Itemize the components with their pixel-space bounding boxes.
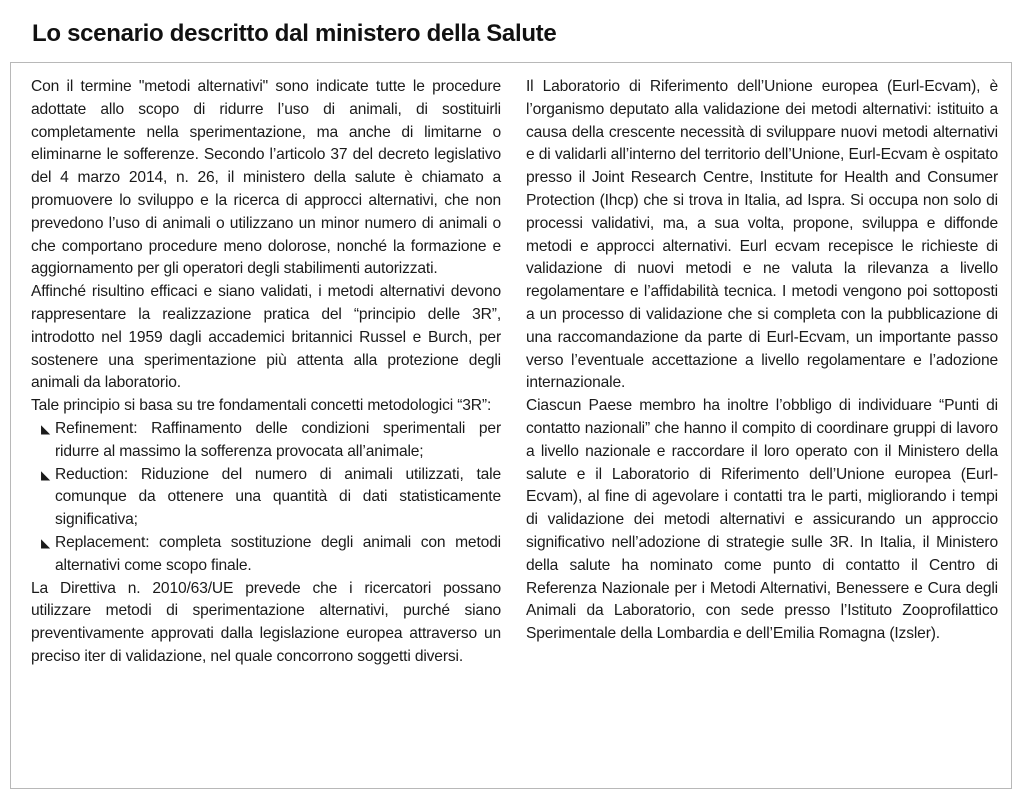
paragraph: Tale principio si basa su tre fondamentali concetti metodologici “3R”: [31, 397, 492, 415]
bullet-item-replacement [31, 532, 501, 578]
bullet-item-refinement [31, 418, 501, 464]
bullet-item-reduction [31, 464, 501, 532]
paragraph: Ciascun Paese membro ha inoltre l’obbligo di individuare “Punti di contatto nazionali” che hanno il compito di coordinare gruppi di lavoro a livello nazionale e raccordare il loro operato con il Ministero della salute e il Laboratorio di Riferimento dell’Unione europea (Eurl-Ecvam), al fine di agevolare i contatti tra le parti, migliorando i tempi di validazione dei metodi alternativi e assicurando un approccio significativo nell’adozione di strategie sulle 3R. In Italia, il Ministero della salute ha nominato come punto di contatto il Centro di Referenza Nazionale per i Metodi Alternativi, Benessere e Cura degli Animali da Laboratorio, con sede presso l’Istituto Zooprofilattico Sperimentale della Lombardia e dell’Emilia Romagna (Izsler). [526, 397, 998, 643]
paragraph: Il Laboratorio di Riferimento dell’Unione europea (Eurl-Ecvam), è l’organismo deputato alla validazione dei metodi alternativi: istituito a causa della crescente necessità di sviluppare nuovi metodi alternativi e di validarli all’interno del territorio dell’Unione, Eurl-Ecvam è ospitato presso il Joint Research Centre, Institute for Health and Consumer Protection (Ihcp) che si trova in Italia, ad Ispra. Si occupa non solo di processi validativi, ma, a sua volta, propone, sviluppa e diffonde metodi e approcci alternativi. Eurl ecvam recepisce le richieste di validazione di nuovi metodi e ne valuta la rilevanza a livello regolamentare e l’affidabilità tecnica. I metodi vengono poi sottoposti a un processo di validazione che si completa con la pubblicazione di una raccomandazione da parte di Eurl-Ecvam, un importante passo verso l’eventuale accettazione a livello regolamentare e l’adozione internazionale. [526, 78, 998, 392]
right-column [526, 76, 998, 646]
bullet-text: Refinement: Raffinamento delle condizioni sperimentali per ridurre al massimo la sofferenza provocata all’animale; [55, 419, 501, 460]
paragraph: La Direttiva n. 2010/63/UE prevede che i ricercatori possano utilizzare metodi di sperimentazione alternativi, purché siano preventivamente approvati dalla legislazione europea attraverso un preciso iter di validazione, nel quale concorrono soggetti diversi. [31, 579, 501, 665]
bullet-text: Replacement: completa sostituzione degli animali con metodi alternativi come scopo finale. [55, 533, 501, 574]
triangle-bullet-icon: ◣ [41, 467, 51, 482]
bullet-text: Reduction: Riduzione del numero di animali utilizzati, tale comunque da ottenere una quantità di dati statisticamente significativa; [55, 465, 501, 529]
article-title: Lo scenario descritto dal ministero della Salute [32, 20, 557, 47]
paragraph: Con il termine "metodi alternativi" sono indicate tutte le procedure adottate allo scopo di ridurre l’uso di animali, di sostituirli completamente nella sperimentazione, ma anche di limitarne o eliminarne le sofferenze. Secondo l’articolo 37 del decreto legislativo del 4 marzo 2014, n. 26, il ministero della salute è chiamato a promuovere lo sviluppo e la ricerca di approcci alternativi, che non prevedono l’uso di animali o utilizzano un minor numero di animali o che comportano procedure meno dolorose, nonché la formazione e aggiornamento per gli operatori degli stabilimenti autorizzati. [31, 78, 501, 278]
left-column [31, 76, 501, 669]
paragraph: Affinché risultino efficaci e siano validati, i metodi alternativi devono rappresentare la realizzazione pratica del “principio delle 3R”, introdotto nel 1959 dagli accademici britannici Russel e Burch, per sostenere una sperimentazione più attenta alla protezione degli animali da laboratorio. [31, 283, 501, 392]
triangle-bullet-icon: ◣ [41, 535, 51, 550]
triangle-bullet-icon: ◣ [41, 421, 51, 436]
